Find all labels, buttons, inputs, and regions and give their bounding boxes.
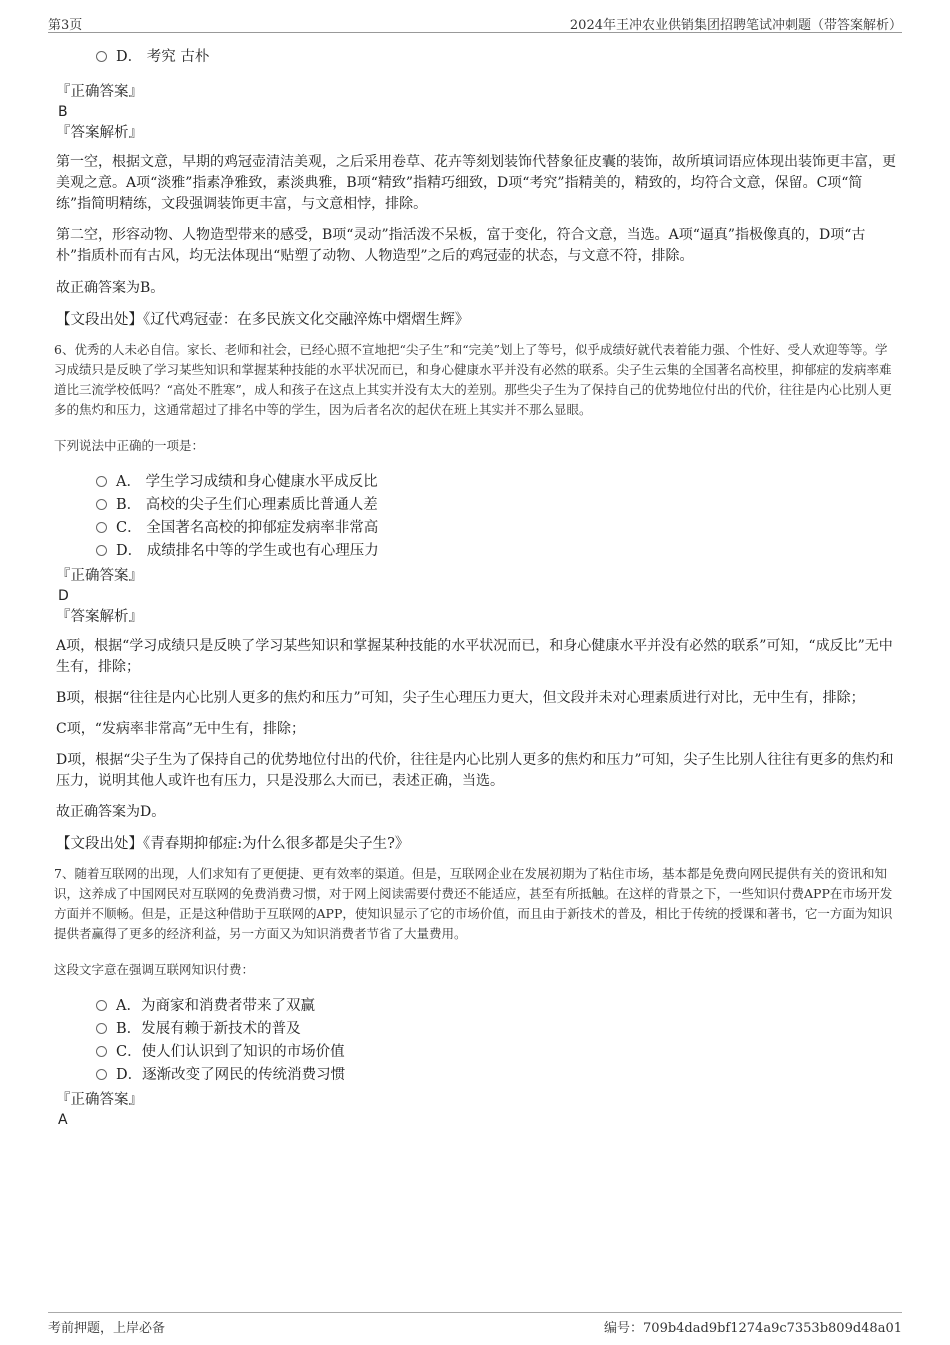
analysis-paragraph: B项，根据“往往是内心比别人更多的焦灼和压力”可知，尖子生心理压力更大，但文段并未对心理素质进行对比，无中生有，排除； [56, 690, 865, 706]
radio-icon[interactable] [96, 1000, 107, 1011]
source-citation: 【文段出处】《辽代鸡冠壶：在多民族文化交融淬炼中熠熠生辉》 [56, 312, 470, 328]
radio-icon[interactable] [96, 499, 107, 510]
answer-value: D [58, 588, 69, 604]
answer-tag: 『正确答案』 [56, 568, 143, 584]
radio-icon[interactable] [96, 1069, 107, 1080]
question-stem: 7、随着互联网的出现，人们求知有了更便捷、更有效率的渠道。但是，互联网企业在发展初期为了粘住市场，基本都是免费向网民提供有关的资讯和知识，这养成了中国网民对互联网的免费消费习惯，对于网上阅读需要付费还不能适应，甚至有所抵触。在这样的背景之下，一些知识付费APP在市场开发方面并不顺畅。但是，正是这种借助于互联网的APP，使知识显示了它的市场价值，而且由于新技术的普及，相比于传统的授课和著书，它一方面为知识提供者赢得了更多的经济利益，另一方面又为知识消费者节省了大量费用。 [54, 866, 893, 941]
option-a[interactable]: A．为商家和消费者带来了双赢 [96, 995, 896, 1018]
page-content [56, 40, 896, 1131]
answer-value: A [58, 1112, 68, 1128]
radio-icon[interactable] [96, 522, 107, 533]
analysis-conclusion: 故正确答案为B。 [56, 280, 165, 296]
analysis-paragraph: A项，根据“学习成绩只是反映了学习某些知识和掌握某种技能的水平状况而已，和身心健康水平并没有必然的联系”可知，“成反比”无中生有，排除； [56, 638, 893, 675]
analysis-paragraph: C项，“发病率非常高”无中生有，排除； [56, 721, 306, 737]
q6-options [56, 471, 896, 563]
radio-icon[interactable] [96, 51, 107, 62]
option-a[interactable]: A． 学生学习成绩和身心健康水平成反比 [96, 471, 896, 494]
answer-value: B [58, 104, 68, 120]
question-stem: 6、优秀的人未必自信。家长、老师和社会，已经心照不宣地把“尖子生”和“完美”划上了等号，似乎成绩好就代表着能力强、个性好、受人欢迎等等。学习成绩只是反映了学习某些知识和掌握某种技能的水平状况而已，和身心健康水平并没有必然的联系。尖子生云集的全国著名高校里，抑郁症的发病率难道比三流学校低吗？“高处不胜寒”，成人和孩子在这点上其实并没有太大的差别。那些尖子生为了保持自己的优势地位付出的代价，往往是内心比别人更多的焦灼和压力，这通常超过了排名中等的学生，因为后者名次的起伏在班上其实并不那么显眼。 [54, 342, 892, 417]
radio-icon[interactable] [96, 1023, 107, 1034]
source-citation: 【文段出处】《青春期抑郁症:为什么很多都是尖子生?》 [56, 836, 410, 852]
radio-icon[interactable] [96, 476, 107, 487]
page-header [48, 12, 902, 33]
q7-options [56, 995, 896, 1087]
option-d[interactable]: D．逐渐改变了网民的传统消费习惯 [96, 1064, 896, 1087]
question-prompt: 这段文字意在强调互联网知识付费： [54, 962, 255, 977]
answer-tag: 『正确答案』 [56, 1092, 143, 1108]
option-c[interactable]: C．使人们认识到了知识的市场价值 [96, 1041, 896, 1064]
analysis-tag: 『答案解析』 [56, 609, 143, 625]
analysis-paragraph: D项，根据“尖子生为了保持自己的优势地位付出的代价，往往是内心比别人更多的焦灼和压力”可知，尖子生比别人往往有更多的焦灼和压力，说明其他人或许也有压力，只是没那么大而已，表述正确，当选。 [56, 752, 894, 789]
radio-icon[interactable] [96, 545, 107, 556]
analysis-conclusion: 故正确答案为D。 [56, 804, 166, 820]
option-b[interactable]: B．发展有赖于新技术的普及 [96, 1018, 896, 1041]
document-code: 编号：709b4dad9bf1274a9c7353b809d48a01 [604, 1321, 902, 1336]
document-title: 2024年王冲农业供销集团招聘笔试冲刺题（带答案解析） [569, 18, 902, 33]
analysis-tag: 『答案解析』 [56, 125, 143, 141]
q5-option-d[interactable]: D． 考究 古朴 [96, 46, 896, 69]
page-number: 第3页 [48, 18, 83, 33]
analysis-paragraph: 第二空，形容动物、人物造型带来的感受，B项“灵动”指活泼不呆板，富于变化，符合文意，当选。A项“逼真”指极像真的，D项“古朴”指质朴而有古风，均无法体现出“贴塑了动物、人物造型”之后的鸡冠壶的状态，与文意不符，排除。 [56, 227, 866, 264]
radio-icon[interactable] [96, 1046, 107, 1057]
page-footer [48, 1312, 902, 1337]
option-c[interactable]: C． 全国著名高校的抑郁症发病率非常高 [96, 517, 896, 540]
option-d[interactable]: D． 成绩排名中等的学生或也有心理压力 [96, 540, 896, 563]
analysis-paragraph: 第一空，根据文意，早期的鸡冠壶清洁美观，之后采用卷草、花卉等刻划装饰代替象征皮囊的装饰，故所填词语应体现出装饰更丰富，更美观之意。A项“淡雅”指素净雅致，素淡典雅，B项“精致”指精巧细致，D项“考究”指精美的，精致的，均符合文意，保留。C项“简练”指简明精练，文段强调装饰更丰富，与文意相悖，排除。 [56, 154, 896, 212]
answer-tag: 『正确答案』 [56, 84, 143, 100]
question-prompt: 下列说法中正确的一项是： [54, 438, 205, 453]
option-b[interactable]: B． 高校的尖子生们心理素质比普通人差 [96, 494, 896, 517]
footer-slogan: 考前押题，上岸必备 [48, 1321, 166, 1336]
